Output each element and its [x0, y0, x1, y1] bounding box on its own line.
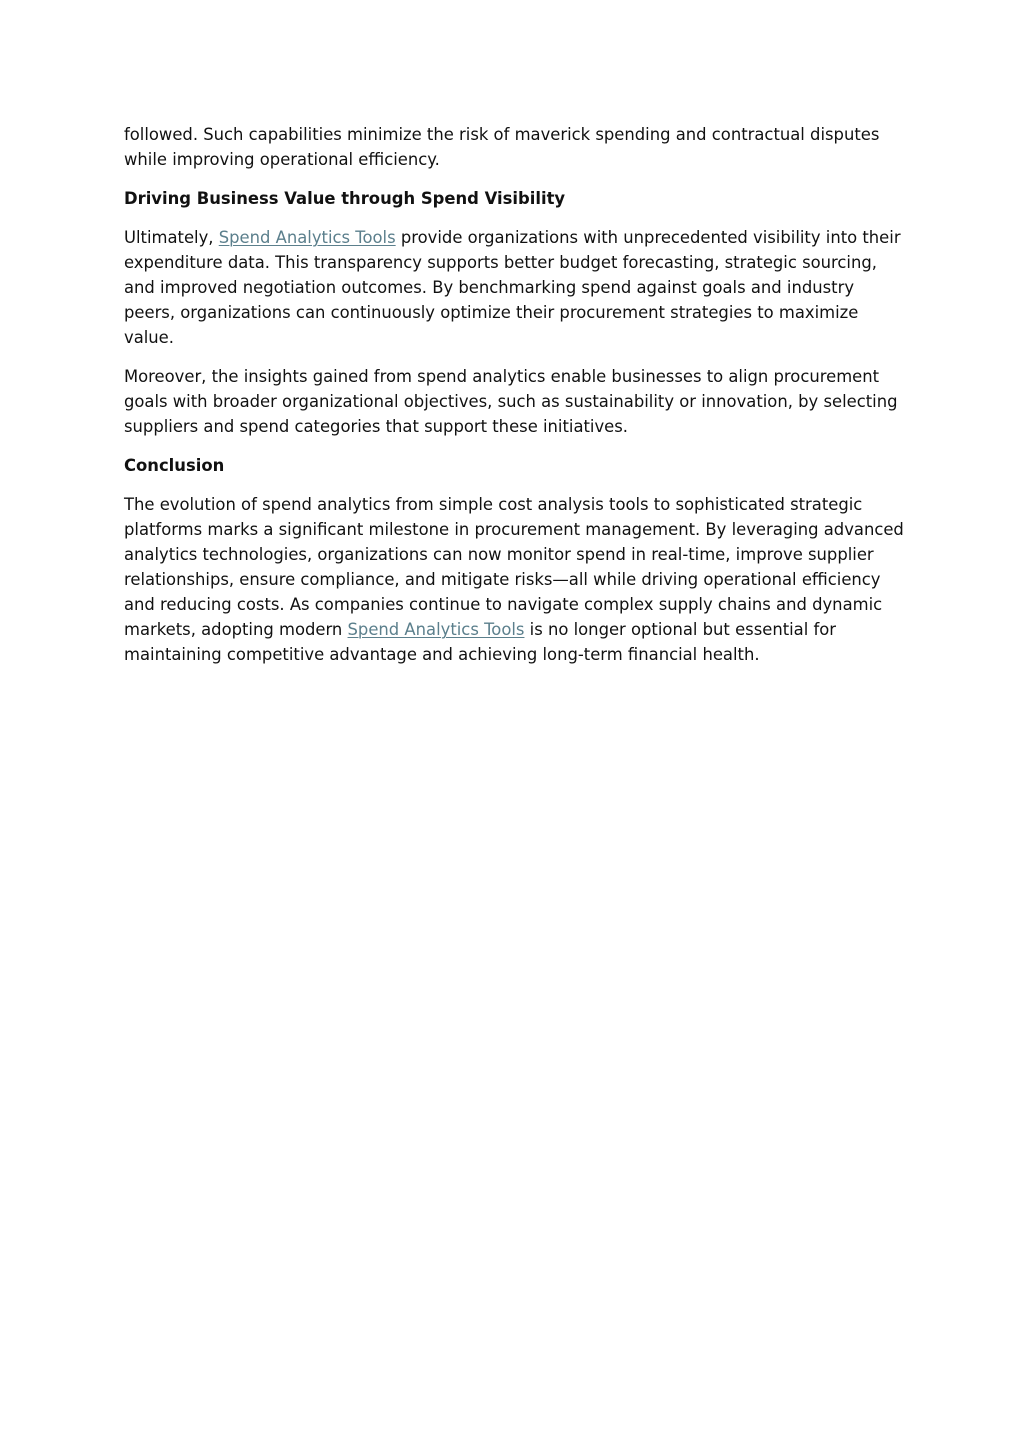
section-heading-conclusion: Conclusion: [124, 456, 225, 475]
paragraph-text: The evolution of spend analytics from simple cost analysis tools to sophisticated strategic platforms marks a significant milestone in procurement management. By leveraging advanced analytics technologies, organizations can now monitor spend in real-time, improve supplier relationships, ensure compliance, and mitigate risks—all while driving operational efficiency and reducing costs. As companies continue to navigate complex supply chains and dynamic markets, adopting modern: [124, 495, 904, 639]
spend-analytics-tools-link[interactable]: Spend Analytics Tools: [218, 228, 396, 247]
business-value-paragraph: [124, 225, 904, 350]
spend-analytics-tools-link[interactable]: Spend Analytics Tools: [347, 620, 525, 639]
conclusion-paragraph: [124, 492, 904, 667]
paragraph-text: provide organizations with unprecedented visibility into their expenditure data. This transparency supports better budget forecasting, strategic sourcing, and improved negotiation outcomes. By benchmarking spend against goals and industry peers, organizations can continuously optimize their procurement strategies to maximize value.: [124, 228, 901, 347]
section-heading-business-value: Driving Business Value through Spend Visibility: [124, 189, 566, 208]
paragraph-text: is no longer optional but essential for maintaining competitive advantage and achieving long-term financial health.: [124, 620, 837, 664]
document-body: [124, 122, 904, 681]
paragraph-text: Ultimately,: [124, 228, 219, 247]
moreover-paragraph: Moreover, the insights gained from spend analytics enable businesses to align procurement goals with broader organizational objectives, such as sustainability or innovation, by selecting suppliers and spend categories that support these initiatives.: [124, 367, 898, 436]
continuation-paragraph: followed. Such capabilities minimize the risk of maverick spending and contractual disputes while improving operational efficiency.: [124, 125, 880, 169]
